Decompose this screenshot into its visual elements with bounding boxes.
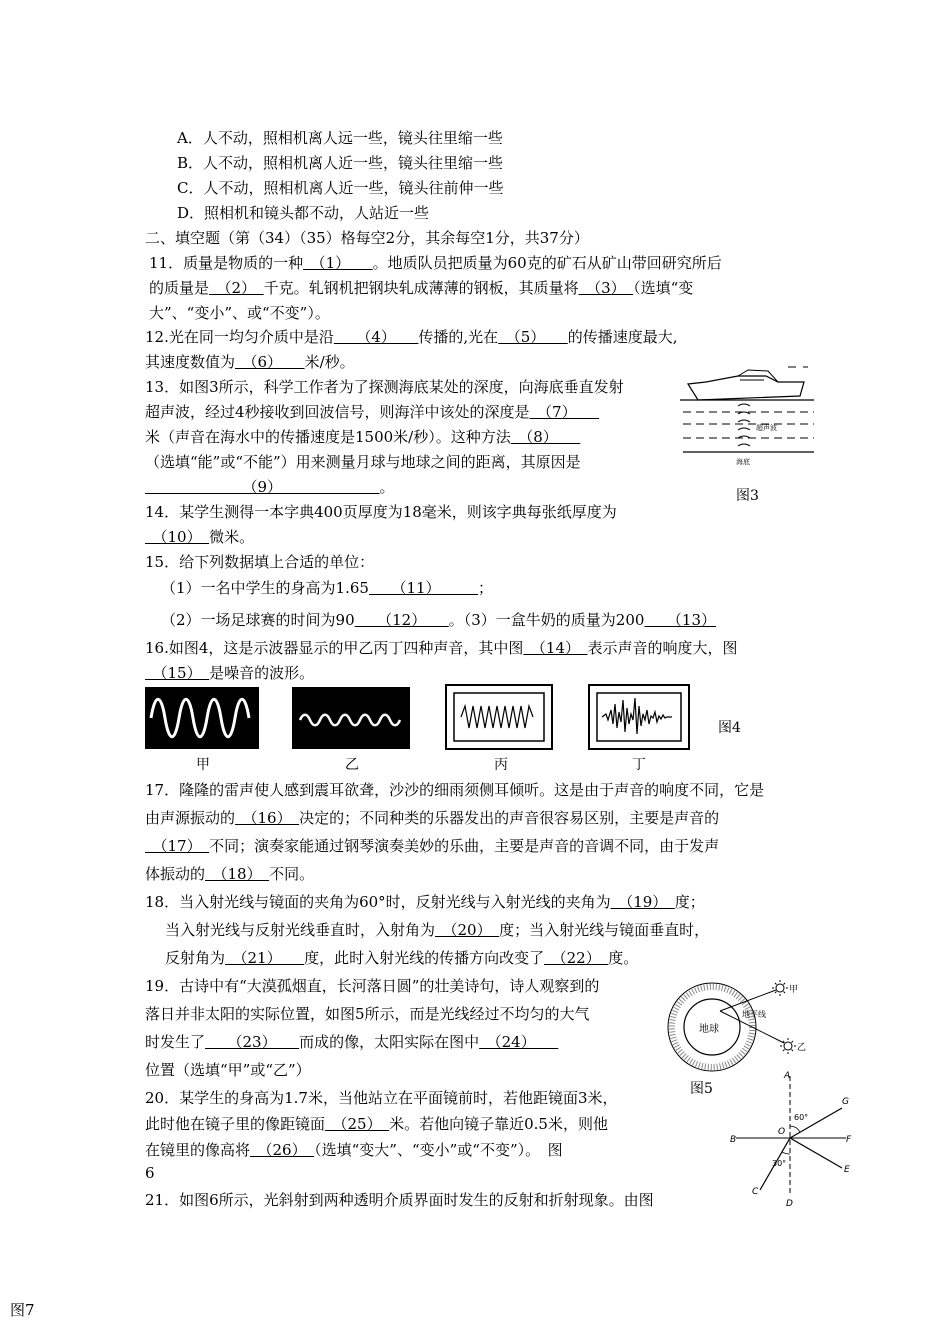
- oscilloscope-ding: [588, 684, 690, 750]
- q11-line3: 大”、“变小”、或“不变”）。: [149, 304, 330, 322]
- q18-line3: 反射角为 （21） 度，此时入射光线的传播方向改变了 （22） 度。: [165, 949, 639, 967]
- q13-line4: （选填“能”或“不能”）用来测量月球与地球之间的距离，其原因是: [145, 453, 581, 471]
- blank-24[interactable]: （24）: [479, 1033, 559, 1051]
- q19-line2: 落日并非太阳的实际位置，如图5所示，而是光线经过不均匀的大气: [145, 1005, 590, 1023]
- blank-17[interactable]: （17）: [145, 837, 210, 855]
- q17-line2: 由声源振动的 （16） 决定的；不同种类的乐器发出的声音很容易区别，主要是声音的: [145, 809, 720, 827]
- sun-jia-icon: [772, 980, 788, 996]
- figure-3-caption: 图3: [736, 488, 759, 504]
- q19-line1: 19．古诗中有“大漠孤烟直，长河落日圆”的壮美诗句，诗人观察到的: [145, 977, 600, 995]
- q14-line2: （10） 微米。: [145, 528, 255, 546]
- label-bing: 丙: [494, 757, 508, 773]
- sun-yi-icon: [780, 1038, 796, 1054]
- blank-13[interactable]: （13）: [644, 611, 717, 629]
- blank-14[interactable]: （14）: [523, 639, 588, 657]
- blank-21[interactable]: （21）: [225, 949, 305, 967]
- blank-10[interactable]: （10）: [145, 528, 210, 546]
- q16-line2: （15） 是噪音的波形。: [145, 664, 315, 682]
- q12-line2: 其速度数值为 （6） 米/秒。: [145, 353, 355, 371]
- blank-15[interactable]: （15）: [145, 664, 210, 682]
- fig6-label-e: E: [844, 1165, 850, 1175]
- q15-line1: 15．给下列数据填上合适的单位：: [145, 553, 375, 571]
- q12-line1: 12.光在同一均匀介质中是沿 （4） 传播的,光在 （5） 的传播速度最大,: [145, 328, 678, 346]
- blank-4[interactable]: （4）: [333, 328, 419, 346]
- q17-line3: （17） 不同；演奏家能通过钢琴演奏美妙的乐曲，主要是声音的音调不同，由于发声: [145, 837, 720, 855]
- option-c: C．人不动，照相机离人近一些，镜头往前伸一些: [177, 179, 504, 197]
- figure-4-caption: 图4: [718, 720, 741, 736]
- q20-line3: 在镜里的像高将 （26） （选填“变大”、“变小”或“不变”）。 图: [145, 1141, 563, 1159]
- fig6-angle-60: 60°: [794, 1113, 809, 1122]
- blank-22[interactable]: （22）: [544, 949, 609, 967]
- figure-5-caption: 图5: [690, 1081, 713, 1097]
- q19-line4: 位置（选填“甲”或“乙”）: [145, 1061, 311, 1079]
- q19-line3: 时发生了 （23） 而成的像，太阳实际在图中 （24）: [145, 1033, 559, 1051]
- blank-16[interactable]: （16）: [235, 809, 300, 827]
- q15-line3: （2）一场足球赛的时间为90 （12） 。（3）一盒牛奶的质量为200 （13）: [161, 611, 717, 629]
- oscilloscope-bing: [445, 684, 553, 750]
- q20-line1: 20．某学生的身高为1.7米，当他站立在平面镜前时，若他距镜面3米，: [145, 1089, 618, 1107]
- fig6-label-g: G: [842, 1097, 849, 1107]
- fig6-label-d: D: [786, 1199, 793, 1208]
- fig6-label-c: C: [752, 1187, 759, 1197]
- sun-jia-label: 甲: [789, 985, 799, 995]
- blank-26[interactable]: （26）: [250, 1141, 315, 1159]
- sun-yi-label: 乙: [797, 1043, 807, 1053]
- option-a: A．人不动，照相机离人远一些，镜头往里缩一些: [177, 129, 503, 147]
- q17-line1: 17．隆隆的雷声使人感到震耳欲聋，沙沙的细雨须侧耳倾听。这是由于声音的响度不同，它是: [145, 781, 765, 799]
- blank-25[interactable]: （25）: [325, 1115, 390, 1133]
- label-jia: 甲: [196, 757, 210, 773]
- q20-line4: 6: [145, 1164, 155, 1182]
- blank-20[interactable]: （20）: [435, 921, 500, 939]
- figure-7-label: 图7: [10, 1301, 35, 1319]
- oscilloscope-jia: [145, 687, 259, 749]
- q11-line2: 的质量是 （2） 千克。轧钢机把钢块轧成薄薄的钢板，其质量将 （3） （选填“变: [149, 279, 694, 297]
- figure-6-refraction: [722, 1068, 862, 1208]
- blank-19[interactable]: （19）: [610, 893, 675, 911]
- blank-23[interactable]: （23）: [205, 1033, 300, 1051]
- fig6-angle-30: 30°: [772, 1159, 787, 1168]
- q15-line2: （1）一名中学生的身高为1.65 （11） ；: [161, 579, 494, 597]
- q13-line3: 米（声音在海水中的传播速度是1500米/秒）。这种方法 （8）: [145, 428, 581, 446]
- blank-1[interactable]: （1）: [303, 254, 373, 272]
- q18-line2: 当入射光线与反射光线垂直时，入射角为 （20） 度；当入射光线与镜面垂直时，: [165, 921, 710, 939]
- q20-line2: 此时他在镜子里的像距镜面 （25） 米。若他向镜子靠近0.5米，则他: [145, 1115, 608, 1133]
- blank-12[interactable]: （12）: [354, 611, 449, 629]
- horizon-label: 地平线: [742, 1010, 766, 1019]
- q21-line1: 21．如图6所示，光斜射到两种透明介质界面时发生的反射和折射现象。由图: [145, 1191, 654, 1209]
- label-ding: 丁: [632, 757, 646, 773]
- q13-line2: 超声波，经过4秒接收到回波信号，则海洋中该处的深度是 （7）: [145, 403, 600, 421]
- q17-line4: 体振动的 （18） 不同。: [145, 865, 315, 883]
- blank-2[interactable]: （2）: [209, 279, 264, 297]
- earth-label: 地球: [699, 1024, 719, 1035]
- q11-line1: 11．质量是物质的一种 （1） 。地质队员把质量为60克的矿石从矿山带回研究所后: [149, 254, 722, 272]
- fig3-wave-label: 超声波: [756, 424, 777, 432]
- blank-11[interactable]: （11）: [368, 579, 479, 597]
- blank-8[interactable]: （8）: [510, 428, 581, 446]
- q14-line1: 14．某学生测得一本字典400页厚度为18毫米，则该字典每张纸厚度为: [145, 503, 617, 521]
- fig6-label-a: A: [784, 1071, 791, 1081]
- blank-7[interactable]: （7）: [529, 403, 600, 421]
- section-heading: 二、填空题（第（34）（35）格每空2分，其余每空1分，共37分）: [145, 229, 589, 247]
- blank-6[interactable]: （6）: [235, 353, 305, 371]
- figure-5-earth-atmosphere: [662, 965, 812, 1075]
- blank-5[interactable]: （5）: [498, 328, 568, 346]
- blank-18[interactable]: （18）: [205, 865, 270, 883]
- q16-line1: 16.如图4，这是示波器显示的甲乙丙丁四种声音，其中图 （14） 表示声音的响度大，图: [145, 639, 738, 657]
- option-d: D．照相机和镜头都不动，人站近一些: [177, 204, 430, 222]
- option-b: B．人不动，照相机离人近一些，镜头往里缩一些: [177, 154, 504, 172]
- blank-9[interactable]: （9）: [145, 478, 380, 496]
- fig3-floor-label: 海底: [736, 458, 750, 466]
- q13-line5: （9） 。: [145, 478, 395, 496]
- label-yi: 乙: [345, 757, 359, 773]
- fig6-label-f: F: [846, 1135, 852, 1145]
- figure-3-boat-sonar: [678, 362, 818, 474]
- fig6-label-o: O: [778, 1127, 786, 1137]
- fig6-label-b: B: [730, 1135, 737, 1145]
- oscilloscope-yi: [292, 687, 410, 749]
- blank-3[interactable]: （3）: [578, 279, 634, 297]
- q18-line1: 18．当入射光线与镜面的夹角为60°时，反射光线与入射光线的夹角为 （19） 度；: [145, 893, 705, 911]
- q13-line1: 13．如图3所示，科学工作者为了探测海底某处的深度，向海底垂直发射: [145, 378, 624, 396]
